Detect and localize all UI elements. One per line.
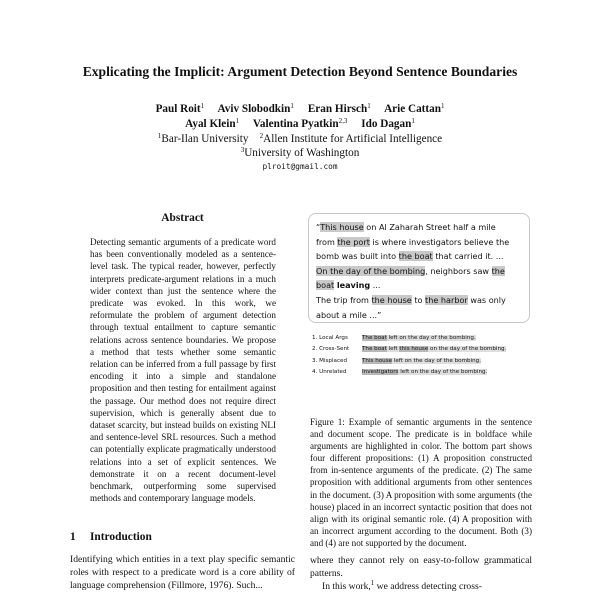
affiliation: University of Washington (244, 147, 360, 159)
proposition-argument: Investigators (362, 369, 399, 376)
proposition-text (362, 346, 506, 352)
author-line-2 (0, 118, 600, 130)
argument-highlight: the harbor (425, 294, 468, 305)
proposition-fragment: left (386, 346, 400, 353)
proposition-row (312, 356, 506, 367)
intro-paragraph (310, 578, 532, 594)
paper-title: Explicating the Implicit: Argument Detection Beyond Sentence Boundaries (82, 64, 518, 79)
affil-mark: 2 (259, 132, 264, 140)
proposition-text (362, 358, 481, 364)
passage-line (316, 235, 526, 250)
proposition-list (312, 333, 506, 379)
passage-text: that carried it. ... (432, 251, 504, 262)
intro-text-right (310, 555, 532, 593)
contact-email[interactable]: plroit@gmail.com (262, 162, 338, 171)
proposition-fragment: left on the day of the bombing. (398, 369, 488, 376)
author-name: Arie Cattan (384, 103, 441, 115)
passage-line (316, 278, 526, 293)
proposition-text (362, 335, 476, 341)
author-name: Paul Roit (155, 103, 201, 115)
affiliation: Bar-Ilan University (161, 133, 249, 145)
passage-text: bomb was built into (316, 251, 399, 262)
author-name: Valentina Pyatkin (252, 118, 339, 130)
intro-text-left: Identifying which entities in a text play specific semantic roles with respect to a predicate word is a core ability of language comprehension (Fillmore, 1976). Such... (70, 554, 295, 591)
author-affil-mark: 2,3 (338, 117, 348, 125)
passage-text: from (316, 236, 338, 247)
proposition-argument: this house (399, 346, 429, 353)
section-title: Introduction (90, 531, 152, 543)
passage-text: , neighbors saw (425, 265, 492, 276)
argument-highlight: On the day of the bombing (316, 265, 426, 276)
passage-text: ... (370, 280, 381, 291)
author-affil-mark: 1 (411, 117, 415, 125)
abstract-text: Detecting semantic arguments of a predicate word has been conventionally modeled as a sentence-level task. The typical reader, however, perfectly interprets predicate-argument relations in a much wider context than just the sentence where the predicate was evoked. In this work, we reformulate the problem of argument detection through textual entailment to capture semantic relations across sentence boundaries. We propose a method that tests whether some semantic relation can be inferred from a full passage by first encoding it into a simple and standalone proposition and then testing for entailment against the passage. Our method does not require direct supervision, which is generally absent due to dataset scarcity, but instead builds on existing NLI and sentence-level SRL resources. Such a method can potentially explicate pragmatically understood relations into a set of explicit sentences. We demonstrate it on a recent document-level benchmark, outperforming some supervised methods and contemporary language models. (90, 237, 276, 504)
passage-line (316, 220, 526, 235)
intro-text: In this work, (322, 580, 371, 592)
argument-highlight: This house (320, 222, 364, 232)
author-affil-mark: 1 (367, 102, 371, 110)
example-passage (316, 220, 526, 322)
proposition-label: 4. Unrelated (312, 369, 347, 376)
proposition-fragment: left on the day of the bombing. (392, 357, 481, 364)
proposition-row (312, 333, 506, 344)
proposition-row (312, 367, 506, 378)
section-heading (70, 531, 152, 543)
author-affil-mark: 1 (440, 102, 445, 110)
affil-mark: 3 (240, 146, 245, 154)
passage-line (316, 293, 526, 308)
predicate-bold: leaving (336, 280, 371, 291)
affil-mark: 1 (157, 132, 162, 140)
argument-highlight: boat (316, 280, 335, 291)
intro-paragraph: where they cannot rely on easy-to-follow grammatical patterns. (310, 555, 532, 579)
affiliation: Allen Institute for Artificial Intelligence (263, 133, 443, 145)
passage-line (316, 249, 526, 264)
proposition-text (362, 369, 487, 375)
figure-caption: Figure 1: Example of semantic arguments in the sentence and document scope. The predicate is in boldface while arguments are highlighted in color. The bottom part shows four different propositions: (1) A proposition constructed from in-sentence arguments of the predicate. (2) The same proposition with additional arguments from other sentences in the document. (3) A proposition with some arguments (the house) placed in an incorrect syntactic position that does not align with its original semantic role. (4) A proposition with an incorrect argument according to the document. Both (3) and (4) are not supported by the document. (310, 417, 532, 548)
argument-highlight: the house (371, 294, 412, 305)
argument-highlight: the port (337, 236, 370, 247)
passage-text: on Al Zaharah Street half a mile (363, 222, 496, 232)
footnote-mark: 1 (370, 578, 375, 587)
author-line-1 (0, 103, 600, 115)
passage-line (316, 308, 526, 323)
author-name: Eran Hirsch (307, 103, 368, 115)
proposition-fragment: on the day of the bombing. (428, 346, 507, 353)
quote-mark: “ (316, 222, 321, 232)
proposition-label: 2. Cross-Sent (312, 346, 350, 353)
proposition-row (312, 344, 506, 355)
passage-text: was only (467, 294, 506, 305)
passage-text: The trip from (316, 294, 372, 305)
proposition-label: 3. Misplaced (312, 357, 348, 364)
argument-highlight: the (491, 265, 505, 276)
affiliations-line-1 (0, 133, 600, 145)
passage-text: about a mile ...” (316, 309, 382, 320)
proposition-argument: This house (362, 357, 393, 364)
author-affil-mark: 1 (290, 102, 294, 110)
author-name: Ayal Klein (185, 118, 236, 130)
intro-text: we address detecting cross- (374, 580, 482, 592)
author-name: Aviv Slobodkin (217, 103, 291, 115)
argument-highlight: the boat (398, 251, 433, 262)
section-number: 1 (70, 531, 76, 543)
passage-text: to (411, 294, 426, 305)
proposition-label: 1. Local Args (312, 335, 348, 341)
author-affil-mark: 1 (235, 117, 240, 125)
abstract-heading: Abstract (161, 212, 204, 224)
proposition-fragment: left on the day of the bombing. (386, 335, 476, 341)
author-name: Ido Dagan (361, 118, 412, 130)
proposition-argument: The boat (362, 335, 387, 341)
passage-line (316, 264, 526, 279)
proposition-argument: The boat (362, 346, 387, 353)
author-affil-mark: 1 (200, 102, 205, 110)
passage-text: is where investigators believe the (369, 236, 510, 247)
affiliations-line-2 (0, 147, 600, 159)
